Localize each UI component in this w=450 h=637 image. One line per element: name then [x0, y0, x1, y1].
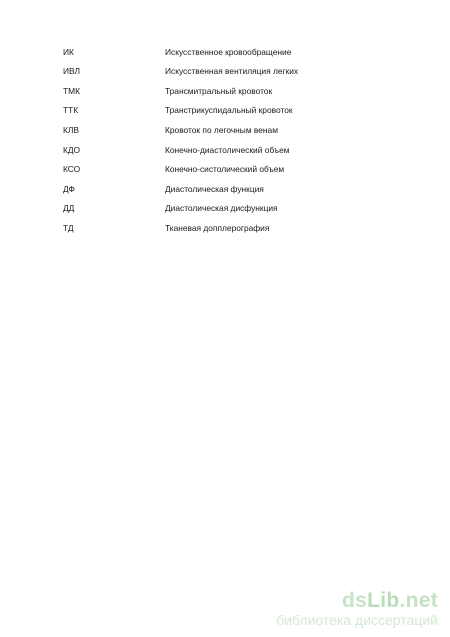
abbreviation-list — [63, 42, 423, 238]
abbreviation-term: ДД — [63, 203, 75, 214]
abbreviation-row — [63, 140, 423, 160]
abbreviation-term: ИВЛ — [63, 66, 81, 77]
abbreviation-term: ДФ — [63, 183, 75, 194]
abbreviation-definition: Транстрикуспидальный кровоток — [165, 105, 293, 116]
watermark-logo-ds: ds — [341, 589, 368, 612]
abbreviation-row — [63, 218, 423, 238]
abbreviation-row — [63, 81, 423, 101]
abbreviation-row — [63, 62, 423, 82]
abbreviation-definition: Кровоток по легочным венам — [165, 124, 278, 135]
abbreviation-definition: Трансмитральный кровоток — [165, 85, 273, 96]
watermark-logo — [276, 590, 438, 611]
abbreviation-row — [63, 101, 423, 121]
abbreviation-row — [63, 42, 423, 62]
abbreviation-definition: Искусственная вентиляция легких — [165, 66, 299, 77]
abbreviation-row — [63, 160, 423, 180]
watermark — [276, 590, 438, 627]
abbreviation-term: КЛВ — [63, 124, 79, 135]
watermark-subtitle: библиотека диссертаций — [276, 612, 438, 628]
abbreviation-row — [63, 179, 423, 199]
abbreviation-definition: Диастолическая функция — [165, 183, 264, 194]
abbreviation-term: ТТК — [63, 105, 79, 116]
abbreviation-term: ИК — [63, 46, 74, 57]
abbreviation-definition: Искусственное кровообращение — [165, 46, 292, 57]
abbreviation-term: КДО — [63, 144, 81, 155]
abbreviation-row — [63, 120, 423, 140]
abbreviation-term: КСО — [63, 164, 81, 175]
abbreviation-term: ТМК — [63, 85, 80, 96]
abbreviation-row — [63, 199, 423, 219]
watermark-logo-lib: Lib — [367, 589, 400, 612]
abbreviation-definition: Тканевая допплерография — [165, 222, 270, 233]
abbreviation-definition: Диастолическая дисфункция — [165, 203, 278, 214]
abbreviation-definition: Конечно-диастолический объем — [165, 144, 290, 155]
abbreviation-term: ТД — [63, 222, 74, 233]
watermark-logo-net: .net — [399, 589, 438, 612]
abbreviation-definition: Конечно-систолический объем — [165, 164, 285, 175]
